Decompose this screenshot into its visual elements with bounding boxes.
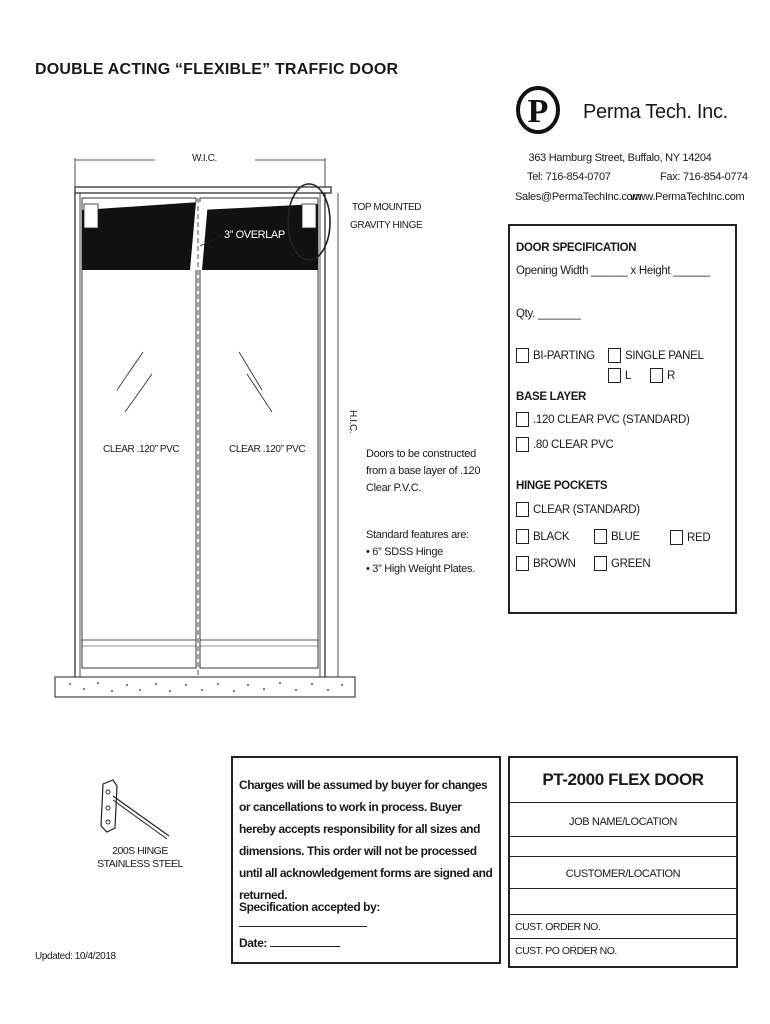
date-field[interactable]: Date:	[239, 934, 340, 950]
clear-standard-checkbox[interactable]	[516, 502, 529, 517]
red-checkbox[interactable]	[670, 530, 683, 545]
pvc-80-checkbox[interactable]	[516, 437, 529, 452]
cust-po-label: CUST. PO ORDER NO.	[515, 945, 617, 957]
company-address: 363 Hamburg Street, Buffalo, NY 14204	[528, 152, 712, 164]
hinge-part-caption: 200S HINGE STAINLESS STEEL	[97, 845, 183, 870]
date-line[interactable]	[270, 934, 340, 947]
single-panel-r-option[interactable]: R	[650, 368, 675, 383]
charges-box	[231, 756, 501, 964]
company-fax: Fax: 716-854-0774	[660, 171, 748, 183]
clear-standard-option[interactable]: CLEAR (STANDARD)	[516, 502, 640, 517]
hinge-label-1: TOP MOUNTED	[352, 202, 422, 213]
brown-checkbox[interactable]	[516, 556, 529, 571]
single-panel-checkbox[interactable]	[608, 348, 621, 363]
blue-option[interactable]: BLUE	[594, 529, 640, 544]
hinge-label-2: GRAVITY HINGE	[350, 220, 423, 231]
accepted-by-field[interactable]: Specification accepted by:	[239, 900, 499, 930]
product-title: PT-2000 FLEX DOOR	[542, 770, 704, 789]
updated-date: Updated: 10/4/2018	[35, 951, 116, 962]
overlap-label: 3” OVERLAP	[224, 229, 285, 241]
opening-size[interactable]: Opening Width ______ x Height ______	[516, 265, 710, 277]
panel-left-label: CLEAR .120” PVC	[103, 444, 180, 455]
pvc-80-option[interactable]: .80 CLEAR PVC	[516, 437, 613, 452]
single-panel-option[interactable]: SINGLE PANEL	[608, 348, 704, 363]
base-note: Doors to be constructed from a base layer of .120 Clear P.V.C.	[366, 448, 481, 494]
brown-option[interactable]: BROWN	[516, 556, 576, 571]
cust-order-label: CUST. ORDER NO.	[515, 921, 601, 933]
job-name-field[interactable]	[510, 836, 736, 837]
company-email[interactable]: Sales@PermaTechInc.com	[515, 191, 642, 203]
door-spec-box	[508, 224, 737, 614]
pvc-120-checkbox[interactable]	[516, 412, 529, 427]
hinge-pockets-heading: HINGE POCKETS	[516, 480, 608, 492]
green-checkbox[interactable]	[594, 556, 607, 571]
job-name-label: JOB NAME/LOCATION	[569, 816, 677, 828]
company-website[interactable]: www.PermaTechInc.com	[630, 191, 745, 203]
company-tel: Tel: 716-854-0707	[527, 171, 611, 183]
black-option[interactable]: BLACK	[516, 529, 569, 544]
perma-tech-logo	[516, 86, 576, 136]
customer-label: CUSTOMER/LOCATION	[565, 868, 681, 880]
wic-label: W.I.C.	[192, 153, 217, 164]
door-drawing	[50, 150, 370, 700]
page-title: DOUBLE ACTING “FLEXIBLE” TRAFFIC DOOR	[35, 61, 399, 78]
accepted-by-line[interactable]	[239, 914, 367, 927]
l-checkbox[interactable]	[608, 368, 621, 383]
panel-right-label: CLEAR .120” PVC	[229, 444, 306, 455]
blue-checkbox[interactable]	[594, 529, 607, 544]
logo-letter: P	[527, 93, 549, 130]
qty-field[interactable]: Qty. _______	[516, 308, 581, 320]
red-option[interactable]: RED	[670, 530, 710, 545]
base-layer-heading: BASE LAYER	[516, 391, 587, 403]
bi-parting-checkbox[interactable]	[516, 348, 529, 363]
job-box	[508, 756, 738, 968]
green-option[interactable]: GREEN	[594, 556, 650, 571]
company-name: Perma Tech. Inc.	[583, 101, 728, 123]
single-panel-l-option[interactable]: L	[608, 368, 631, 383]
spec-heading: DOOR SPECIFICATION	[516, 242, 637, 254]
features-note: Standard features are: • 6” SDSS Hinge • 3” High Weight Plates.	[366, 529, 475, 575]
bi-parting-option[interactable]: BI-PARTING	[516, 348, 595, 363]
charges-text: Charges will be assumed by buyer for changes or cancellations to work in process. Buyer hereby accepts responsibility for all sizes and dimensions. This order will not be processed until all acknowledgement forms are signed and returned.	[239, 778, 493, 902]
pvc-120-option[interactable]: .120 CLEAR PVC (STANDARD)	[516, 412, 690, 427]
hinge-part-illustration	[95, 778, 175, 844]
customer-field[interactable]	[510, 888, 736, 889]
black-checkbox[interactable]	[516, 529, 529, 544]
r-checkbox[interactable]	[650, 368, 663, 383]
hic-label: H.I.C.	[347, 410, 358, 434]
